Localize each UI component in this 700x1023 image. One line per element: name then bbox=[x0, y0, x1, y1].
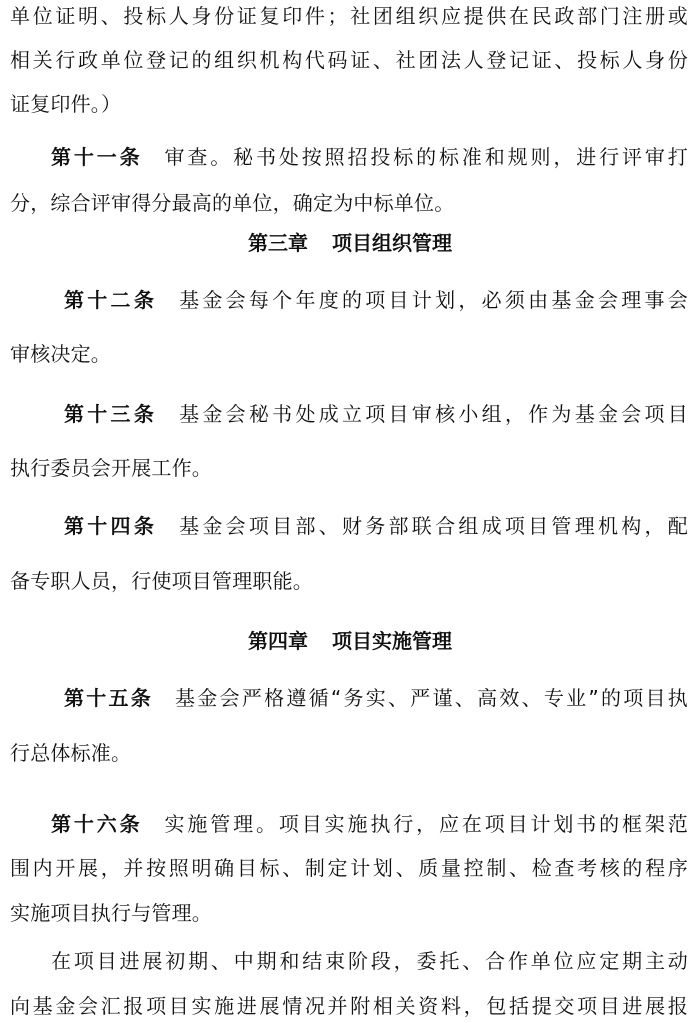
article-label: 第十五条 bbox=[64, 686, 154, 710]
text-run: 相关行政单位登记的组织机构代码证、社团法人登记证、投标人身份 bbox=[10, 48, 688, 72]
paragraph-line bbox=[10, 854, 688, 882]
chapter-title: 项目组织管理 bbox=[332, 231, 452, 255]
text-run: 审核决定。 bbox=[10, 342, 111, 366]
article-12 bbox=[64, 286, 688, 314]
chapter-4-heading bbox=[0, 627, 700, 655]
article-14 bbox=[64, 512, 688, 540]
paragraph-line bbox=[10, 567, 688, 595]
article-text: 基金会项目部、财务部联合组成项目管理机构，配 bbox=[179, 514, 688, 538]
article-11 bbox=[51, 143, 688, 171]
text-run: 围内开展，并按照明确目标、制定计划、质量控制、检查考核的程序 bbox=[10, 856, 688, 880]
text-run: 证复印件。） bbox=[10, 92, 122, 116]
chapter-title: 项目实施管理 bbox=[332, 629, 452, 653]
article-text: 基金会严格遵循“务实、严谨、高效、专业”的项目执 bbox=[175, 686, 688, 710]
article-label: 第十二条 bbox=[64, 288, 158, 312]
text-run: 备专职人员，行使项目管理职能。 bbox=[10, 569, 313, 593]
paragraph-line bbox=[10, 2, 688, 30]
text-run: 行总体标准。 bbox=[10, 741, 132, 765]
article-text: 基金会秘书处成立项目审核小组，作为基金会项目 bbox=[179, 402, 688, 426]
paragraph-line bbox=[10, 899, 688, 927]
article-label: 第十三条 bbox=[64, 402, 158, 426]
article-label: 第十四条 bbox=[64, 514, 158, 538]
text-run: 在项目进展初期、中期和结束阶段，委托、合作单位应定期主动 bbox=[51, 949, 688, 973]
article-13 bbox=[64, 400, 688, 428]
article-text: 基金会每个年度的项目计划，必须由基金会理事会 bbox=[179, 288, 688, 312]
paragraph-line bbox=[10, 340, 688, 368]
paragraph-line bbox=[10, 189, 688, 217]
paragraph-line bbox=[10, 992, 688, 1020]
article-text: 审查。秘书处按照招投标的标准和规则，进行评审打 bbox=[164, 145, 688, 169]
paragraph-line bbox=[10, 46, 688, 74]
article-label: 第十一条 bbox=[51, 145, 143, 169]
paragraph-line bbox=[10, 454, 688, 482]
article-label: 第十六条 bbox=[51, 812, 143, 836]
paragraph-line bbox=[10, 90, 688, 118]
text-run: 向基金会汇报项目实施进展情况并附相关资料，包括提交项目进展报 bbox=[10, 994, 688, 1018]
chapter-number: 第四章 bbox=[248, 629, 308, 653]
paragraph-line bbox=[10, 739, 688, 767]
text-run: 单位证明、投标人身份证复印件；社团组织应提供在民政部门注册或 bbox=[10, 4, 688, 28]
article-16 bbox=[51, 810, 688, 838]
article-15 bbox=[64, 684, 688, 712]
chapter-3-heading bbox=[0, 229, 700, 257]
text-run: 执行委员会开展工作。 bbox=[10, 456, 212, 480]
chapter-number: 第三章 bbox=[248, 231, 308, 255]
article-text: 实施管理。项目实施执行，应在项目计划书的框架范 bbox=[164, 812, 688, 836]
text-run: 实施项目执行与管理。 bbox=[10, 901, 212, 925]
paragraph-line bbox=[51, 947, 688, 975]
text-run: 分，综合评审得分最高的单位，确定为中标单位。 bbox=[10, 191, 455, 215]
